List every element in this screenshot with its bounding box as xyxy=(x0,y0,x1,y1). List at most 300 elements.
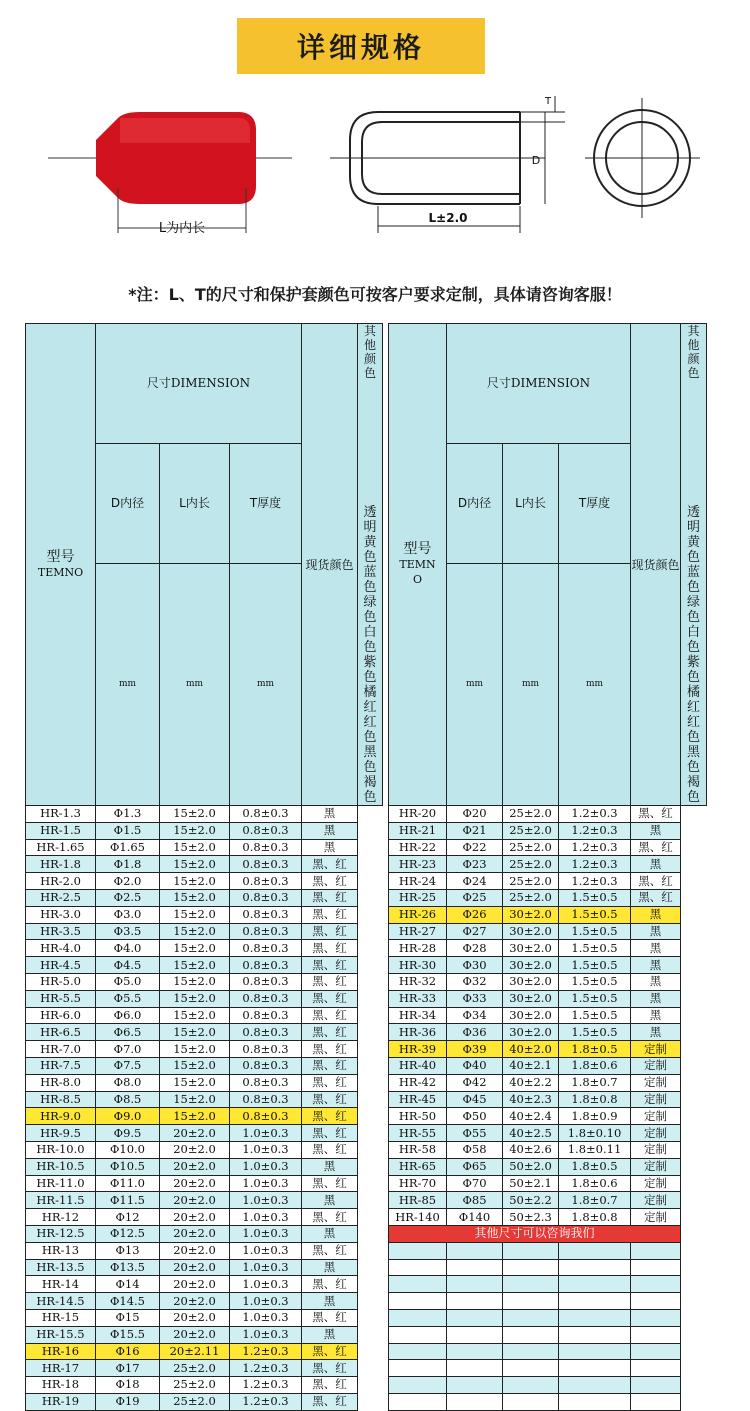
diameter-cell: Φ39 xyxy=(447,1041,503,1058)
thickness-cell: 0.8±0.3 xyxy=(230,906,302,923)
table-row xyxy=(389,906,707,923)
diameter-cell: Φ4.5 xyxy=(96,957,160,974)
table-row xyxy=(26,1108,383,1125)
model-cell: HR-55 xyxy=(389,1125,447,1142)
thickness-cell: 0.8±0.3 xyxy=(230,923,302,940)
stock-color-cell: 黑、红 xyxy=(631,839,681,856)
stock-color-cell: 黑、红 xyxy=(302,1360,358,1377)
empty-row xyxy=(389,1343,707,1360)
thickness-cell: 1.2±0.3 xyxy=(559,822,631,839)
stock-color-cell: 定制 xyxy=(631,1158,681,1175)
thickness-cell: 0.8±0.3 xyxy=(230,873,302,890)
empty-cell xyxy=(559,1343,631,1360)
length-cell: 20±2.0 xyxy=(160,1158,230,1175)
empty-cell xyxy=(389,1259,447,1276)
stock-color-cell: 黑、红 xyxy=(302,923,358,940)
empty-cell xyxy=(447,1393,503,1410)
diameter-cell: Φ11.5 xyxy=(96,1192,160,1209)
thickness-cell: 1.8±0.5 xyxy=(559,1041,631,1058)
empty-cell xyxy=(389,1293,447,1310)
diameter-cell: Φ2.5 xyxy=(96,889,160,906)
model-cell: HR-25 xyxy=(389,889,447,906)
stock-color-cell: 黑、红 xyxy=(302,990,358,1007)
length-cell: 20±2.0 xyxy=(160,1293,230,1310)
empty-cell xyxy=(389,1309,447,1326)
empty-cell xyxy=(631,1293,681,1310)
other-colors-column-right: 其他颜色 透 明 黄 色 蓝 色 绿 色 白 色 紫 色 橘 红 红 色 黑 色 褐 色 xyxy=(681,324,707,806)
length-cell: 15±2.0 xyxy=(160,873,230,890)
table-row xyxy=(389,806,707,823)
stock-color-cell: 黑 xyxy=(631,973,681,990)
model-cell: HR-65 xyxy=(389,1158,447,1175)
length-cell: 20±2.11 xyxy=(160,1343,230,1360)
table-row xyxy=(26,1007,383,1024)
t-header-right: T厚度 xyxy=(559,443,631,563)
stock-color-cell: 黑、红 xyxy=(302,973,358,990)
empty-row xyxy=(389,1293,707,1310)
model-cell: HR-28 xyxy=(389,940,447,957)
empty-cell xyxy=(389,1326,447,1343)
length-cell: 30±2.0 xyxy=(503,1024,559,1041)
diameter-cell: Φ1.3 xyxy=(96,806,160,823)
model-cell: HR-2.5 xyxy=(26,889,96,906)
model-cell: HR-15 xyxy=(26,1309,96,1326)
length-cell: 15±2.0 xyxy=(160,806,230,823)
empty-row xyxy=(389,1377,707,1394)
diameter-cell: Φ26 xyxy=(447,906,503,923)
diameter-cell: Φ14.5 xyxy=(96,1293,160,1310)
length-cell: 15±2.0 xyxy=(160,973,230,990)
empty-cell xyxy=(503,1293,559,1310)
empty-cell xyxy=(503,1276,559,1293)
red-cap-icon xyxy=(48,112,292,236)
model-cell: HR-36 xyxy=(389,1024,447,1041)
model-cell: HR-6.0 xyxy=(26,1007,96,1024)
stock-color-cell: 黑 xyxy=(631,940,681,957)
stock-color-cell: 黑 xyxy=(302,1192,358,1209)
stock-color-cell: 定制 xyxy=(631,1125,681,1142)
table-row xyxy=(389,1074,707,1091)
thickness-cell: 1.5±0.5 xyxy=(559,957,631,974)
model-cell: HR-10.0 xyxy=(26,1141,96,1158)
length-cell: 15±2.0 xyxy=(160,940,230,957)
length-cell: 40±2.1 xyxy=(503,1057,559,1074)
empty-cell xyxy=(503,1343,559,1360)
model-cell: HR-13.5 xyxy=(26,1259,96,1276)
length-cell: 50±2.1 xyxy=(503,1175,559,1192)
length-cell: 40±2.0 xyxy=(503,1041,559,1058)
empty-cell xyxy=(631,1242,681,1259)
model-cell: HR-5.0 xyxy=(26,973,96,990)
length-cell: 30±2.0 xyxy=(503,940,559,957)
empty-row xyxy=(389,1276,707,1293)
table-row xyxy=(389,1175,707,1192)
thickness-cell: 1.0±0.3 xyxy=(230,1158,302,1175)
table-row xyxy=(26,1259,383,1276)
page-title: 详细规格 xyxy=(296,31,425,64)
model-cell: HR-8.5 xyxy=(26,1091,96,1108)
empty-cell xyxy=(447,1276,503,1293)
diameter-cell: Φ30 xyxy=(447,957,503,974)
diameter-cell: Φ33 xyxy=(447,990,503,1007)
title-banner xyxy=(237,18,485,74)
table-row xyxy=(26,1343,383,1360)
model-cell: HR-58 xyxy=(389,1141,447,1158)
thickness-cell: 0.8±0.3 xyxy=(230,1057,302,1074)
table-row xyxy=(389,957,707,974)
model-cell: HR-20 xyxy=(389,806,447,823)
table-row xyxy=(389,889,707,906)
length-cell: 40±2.5 xyxy=(503,1125,559,1142)
empty-cell xyxy=(631,1377,681,1394)
stock-color-cell: 定制 xyxy=(631,1141,681,1158)
empty-cell xyxy=(559,1293,631,1310)
table-row xyxy=(26,1192,383,1209)
diameter-cell: Φ1.65 xyxy=(96,839,160,856)
thickness-cell: 0.8±0.3 xyxy=(230,973,302,990)
unit-cell: mm xyxy=(559,563,631,805)
empty-cell xyxy=(503,1309,559,1326)
length-cell: 30±2.0 xyxy=(503,1007,559,1024)
model-header: 型号 TEMNO xyxy=(26,324,96,806)
thickness-cell: 1.5±0.5 xyxy=(559,990,631,1007)
stock-color-cell: 定制 xyxy=(631,1091,681,1108)
empty-cell xyxy=(559,1360,631,1377)
model-cell: HR-45 xyxy=(389,1091,447,1108)
model-cell: HR-9.0 xyxy=(26,1108,96,1125)
length-cell: 30±2.0 xyxy=(503,973,559,990)
model-cell: HR-17 xyxy=(26,1360,96,1377)
length-cell: 25±2.0 xyxy=(503,839,559,856)
model-cell: HR-16 xyxy=(26,1343,96,1360)
other-colors-column-left: 其他颜色 透 明 黄 色 蓝 色 绿 色 白 色 紫 色 橘 红 红 色 黑 色 褐 色 xyxy=(358,324,383,806)
thickness-cell: 1.2±0.3 xyxy=(230,1377,302,1394)
length-cell: 15±2.0 xyxy=(160,990,230,1007)
cap-length-label: L为内长 xyxy=(158,221,206,236)
table-row xyxy=(26,856,383,873)
diameter-cell: Φ4.0 xyxy=(96,940,160,957)
table-row xyxy=(26,1293,383,1310)
model-cell: HR-13 xyxy=(26,1242,96,1259)
thickness-cell: 1.8±0.8 xyxy=(559,1091,631,1108)
table-row xyxy=(26,973,383,990)
table-row xyxy=(389,940,707,957)
model-cell: HR-70 xyxy=(389,1175,447,1192)
length-cell: 40±2.6 xyxy=(503,1141,559,1158)
empty-cell xyxy=(631,1309,681,1326)
thickness-cell: 1.0±0.3 xyxy=(230,1175,302,1192)
length-cell: 30±2.0 xyxy=(503,957,559,974)
length-cell: 30±2.0 xyxy=(503,906,559,923)
stock-color-cell: 定制 xyxy=(631,1108,681,1125)
thickness-cell: 1.0±0.3 xyxy=(230,1192,302,1209)
thickness-cell: 1.5±0.5 xyxy=(559,889,631,906)
length-cell: 50±2.3 xyxy=(503,1209,559,1226)
thickness-cell: 0.8±0.3 xyxy=(230,1041,302,1058)
stock-color-cell: 黑、红 xyxy=(631,873,681,890)
length-cell: 25±2.0 xyxy=(503,822,559,839)
thickness-cell: 1.8±0.9 xyxy=(559,1108,631,1125)
length-cell: 15±2.0 xyxy=(160,957,230,974)
table-row xyxy=(389,856,707,873)
thickness-cell: 1.0±0.3 xyxy=(230,1225,302,1242)
stock-color-cell: 黑 xyxy=(302,806,358,823)
stock-color-cell: 定制 xyxy=(631,1175,681,1192)
model-cell: HR-22 xyxy=(389,839,447,856)
length-cell: 30±2.0 xyxy=(503,923,559,940)
stock-color-cell: 黑 xyxy=(631,990,681,1007)
table-row xyxy=(389,873,707,890)
diameter-cell: Φ20 xyxy=(447,806,503,823)
length-cell: 15±2.0 xyxy=(160,1041,230,1058)
length-cell: 15±2.0 xyxy=(160,822,230,839)
length-cell: 20±2.0 xyxy=(160,1276,230,1293)
model-cell: HR-40 xyxy=(389,1057,447,1074)
model-cell: HR-9.5 xyxy=(26,1125,96,1142)
length-cell: 40±2.3 xyxy=(503,1091,559,1108)
table-row xyxy=(389,839,707,856)
stock-color-cell: 黑、红 xyxy=(302,1393,358,1410)
model-cell: HR-1.3 xyxy=(26,806,96,823)
length-cell: 20±2.0 xyxy=(160,1259,230,1276)
thickness-cell: 1.8±0.6 xyxy=(559,1175,631,1192)
empty-cell xyxy=(559,1377,631,1394)
table-row xyxy=(26,906,383,923)
model-cell: HR-33 xyxy=(389,990,447,1007)
model-cell: HR-18 xyxy=(26,1377,96,1394)
table-row xyxy=(26,923,383,940)
thickness-cell: 1.5±0.5 xyxy=(559,1007,631,1024)
model-cell: HR-85 xyxy=(389,1192,447,1209)
stock-color-header-right: 现货颜色 xyxy=(631,324,681,806)
empty-cell xyxy=(389,1393,447,1410)
model-cell: HR-24 xyxy=(389,873,447,890)
empty-cell xyxy=(447,1242,503,1259)
thickness-cell: 1.0±0.3 xyxy=(230,1259,302,1276)
length-cell: 25±2.0 xyxy=(160,1393,230,1410)
model-cell: HR-14 xyxy=(26,1276,96,1293)
model-cell: HR-3.5 xyxy=(26,923,96,940)
empty-cell xyxy=(631,1343,681,1360)
stock-color-cell: 黑、红 xyxy=(302,1141,358,1158)
empty-cell xyxy=(559,1242,631,1259)
table-row xyxy=(26,1309,383,1326)
thickness-cell: 0.8±0.3 xyxy=(230,940,302,957)
thickness-cell: 1.0±0.3 xyxy=(230,1125,302,1142)
thickness-cell: 0.8±0.3 xyxy=(230,856,302,873)
table-row xyxy=(26,1141,383,1158)
stock-color-cell: 黑 xyxy=(302,1326,358,1343)
stock-color-cell: 黑 xyxy=(631,923,681,940)
diameter-cell: Φ3.0 xyxy=(96,906,160,923)
table-row xyxy=(26,1125,383,1142)
model-cell: HR-39 xyxy=(389,1041,447,1058)
thickness-cell: 1.5±0.5 xyxy=(559,973,631,990)
stock-color-cell: 定制 xyxy=(631,1209,681,1226)
empty-cell xyxy=(447,1293,503,1310)
thickness-cell: 1.8±0.11 xyxy=(559,1141,631,1158)
stock-color-cell: 定制 xyxy=(631,1041,681,1058)
empty-cell xyxy=(559,1326,631,1343)
diameter-cell: Φ15 xyxy=(96,1309,160,1326)
thickness-cell: 1.8±0.7 xyxy=(559,1192,631,1209)
model-cell: HR-12.5 xyxy=(26,1225,96,1242)
diameter-cell: Φ27 xyxy=(447,923,503,940)
table-row xyxy=(389,1158,707,1175)
empty-cell xyxy=(389,1276,447,1293)
thickness-cell: 1.8±0.10 xyxy=(559,1125,631,1142)
length-cell: 15±2.0 xyxy=(160,1057,230,1074)
model-cell: HR-34 xyxy=(389,1007,447,1024)
thickness-cell: 0.8±0.3 xyxy=(230,990,302,1007)
diameter-cell: Φ14 xyxy=(96,1276,160,1293)
thickness-cell: 1.0±0.3 xyxy=(230,1209,302,1226)
thickness-cell: 1.5±0.5 xyxy=(559,906,631,923)
stock-color-cell: 黑、红 xyxy=(302,1276,358,1293)
diameter-cell: Φ24 xyxy=(447,873,503,890)
length-cell: 15±2.0 xyxy=(160,839,230,856)
diameter-cell: Φ8.5 xyxy=(96,1091,160,1108)
length-cell: 25±2.0 xyxy=(503,889,559,906)
stock-color-cell: 黑、红 xyxy=(302,1108,358,1125)
table-row xyxy=(26,1225,383,1242)
t-header: T厚度 xyxy=(230,443,302,563)
diameter-cell: Φ5.5 xyxy=(96,990,160,1007)
diameter-cell: Φ140 xyxy=(447,1209,503,1226)
empty-row xyxy=(389,1360,707,1377)
stock-color-cell: 黑、红 xyxy=(302,1242,358,1259)
length-cell: 15±2.0 xyxy=(160,856,230,873)
consult-note-row xyxy=(389,1225,707,1242)
table-row xyxy=(389,973,707,990)
empty-cell xyxy=(389,1360,447,1377)
length-cell: 50±2.2 xyxy=(503,1192,559,1209)
model-cell: HR-11.5 xyxy=(26,1192,96,1209)
table-row xyxy=(26,957,383,974)
length-cell: 20±2.0 xyxy=(160,1175,230,1192)
diameter-cell: Φ28 xyxy=(447,940,503,957)
diameter-cell: Φ10.5 xyxy=(96,1158,160,1175)
model-cell: HR-4.0 xyxy=(26,940,96,957)
diameter-cell: Φ10.0 xyxy=(96,1141,160,1158)
length-cell: 20±2.0 xyxy=(160,1209,230,1226)
table-row xyxy=(389,1141,707,1158)
diameter-cell: Φ58 xyxy=(447,1141,503,1158)
thickness-cell: 1.0±0.3 xyxy=(230,1276,302,1293)
diameter-cell: Φ22 xyxy=(447,839,503,856)
thickness-cell: 0.8±0.3 xyxy=(230,957,302,974)
length-cell: 15±2.0 xyxy=(160,923,230,940)
empty-cell xyxy=(503,1242,559,1259)
empty-cell xyxy=(503,1259,559,1276)
thickness-cell: 1.8±0.5 xyxy=(559,1158,631,1175)
stock-color-cell: 黑、红 xyxy=(302,1041,358,1058)
spec-table-left xyxy=(25,323,383,1411)
table-row xyxy=(26,839,383,856)
table-row xyxy=(389,1041,707,1058)
stock-color-cell: 黑 xyxy=(302,1259,358,1276)
model-cell: HR-7.5 xyxy=(26,1057,96,1074)
table-row xyxy=(26,1091,383,1108)
empty-cell xyxy=(447,1377,503,1394)
model-cell: HR-21 xyxy=(389,822,447,839)
diameter-cell: Φ12 xyxy=(96,1209,160,1226)
t-dimension-label: T xyxy=(544,96,552,107)
table-row xyxy=(389,1108,707,1125)
stock-color-cell: 黑 xyxy=(302,1158,358,1175)
unit-cell: mm xyxy=(96,563,160,805)
l-dimension-label: L±2.0 xyxy=(428,211,468,225)
l-header-right: L内长 xyxy=(503,443,559,563)
diameter-cell: Φ6.0 xyxy=(96,1007,160,1024)
diameter-cell: Φ19 xyxy=(96,1393,160,1410)
length-cell: 25±2.0 xyxy=(160,1377,230,1394)
table-row xyxy=(389,1024,707,1041)
length-cell: 20±2.0 xyxy=(160,1225,230,1242)
empty-row xyxy=(389,1259,707,1276)
model-cell: HR-15.5 xyxy=(26,1326,96,1343)
length-cell: 20±2.0 xyxy=(160,1242,230,1259)
empty-cell xyxy=(389,1343,447,1360)
stock-color-cell: 黑 xyxy=(302,839,358,856)
stock-color-cell: 黑、红 xyxy=(302,1125,358,1142)
model-cell: HR-7.0 xyxy=(26,1041,96,1058)
length-cell: 20±2.0 xyxy=(160,1309,230,1326)
stock-color-cell: 黑、红 xyxy=(302,1309,358,1326)
diameter-cell: Φ16 xyxy=(96,1343,160,1360)
dimension-header-right: 尺寸DIMENSION xyxy=(447,324,631,444)
thickness-cell: 1.8±0.8 xyxy=(559,1209,631,1226)
model-cell: HR-30 xyxy=(389,957,447,974)
model-cell: HR-32 xyxy=(389,973,447,990)
stock-color-cell: 黑 xyxy=(631,906,681,923)
thickness-cell: 0.8±0.3 xyxy=(230,1091,302,1108)
length-cell: 15±2.0 xyxy=(160,1007,230,1024)
diameter-cell: Φ34 xyxy=(447,1007,503,1024)
dimension-header: 尺寸DIMENSION xyxy=(96,324,302,444)
diameter-cell: Φ13 xyxy=(96,1242,160,1259)
model-cell: HR-6.5 xyxy=(26,1024,96,1041)
empty-cell xyxy=(447,1259,503,1276)
model-cell: HR-11.0 xyxy=(26,1175,96,1192)
model-cell: HR-8.0 xyxy=(26,1074,96,1091)
thickness-cell: 1.5±0.5 xyxy=(559,923,631,940)
unit-cell: mm xyxy=(503,563,559,805)
model-cell: HR-26 xyxy=(389,906,447,923)
diameter-cell: Φ70 xyxy=(447,1175,503,1192)
empty-cell xyxy=(503,1326,559,1343)
empty-cell xyxy=(559,1276,631,1293)
empty-row xyxy=(389,1393,707,1410)
stock-color-cell: 黑 xyxy=(302,1225,358,1242)
thickness-cell: 1.2±0.3 xyxy=(559,856,631,873)
stock-color-cell: 定制 xyxy=(631,1192,681,1209)
model-cell: HR-10.5 xyxy=(26,1158,96,1175)
stock-color-cell: 黑、红 xyxy=(302,957,358,974)
stock-color-cell: 黑、红 xyxy=(302,906,358,923)
model-cell: HR-3.0 xyxy=(26,906,96,923)
diameter-cell: Φ18 xyxy=(96,1377,160,1394)
empty-row xyxy=(389,1309,707,1326)
table-row xyxy=(389,990,707,1007)
empty-cell xyxy=(631,1326,681,1343)
thickness-cell: 1.2±0.3 xyxy=(230,1360,302,1377)
model-cell: HR-12 xyxy=(26,1209,96,1226)
thickness-cell: 0.8±0.3 xyxy=(230,1074,302,1091)
thickness-cell: 0.8±0.3 xyxy=(230,839,302,856)
stock-color-cell: 黑、红 xyxy=(302,1377,358,1394)
table-row xyxy=(26,1242,383,1259)
